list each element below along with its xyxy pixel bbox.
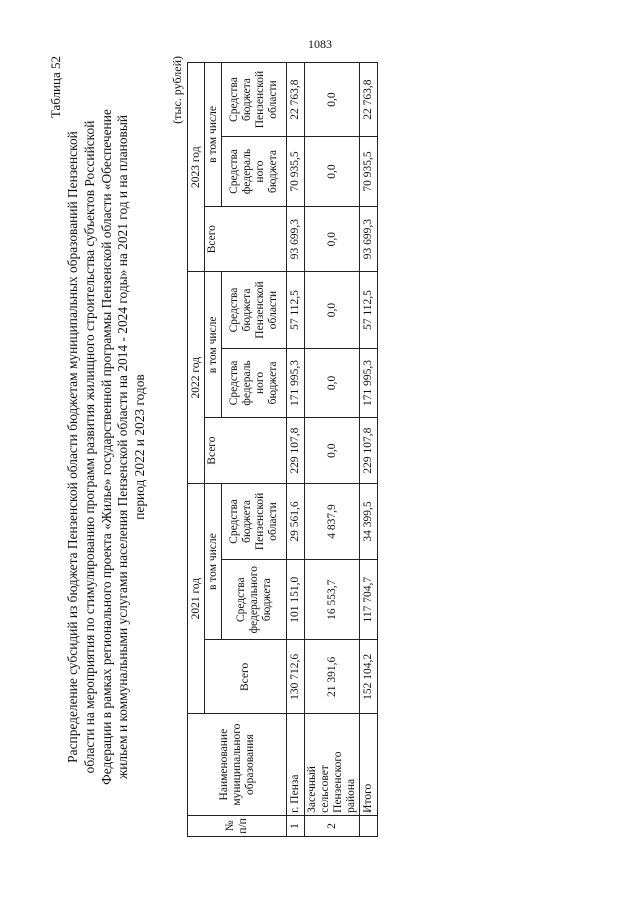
header-federal-2022: Средства федераль ного бюджета (222, 348, 287, 418)
row-name: г. Пенза (287, 714, 305, 815)
cell-2023-total: 93 699,3 (287, 206, 305, 272)
title-line: области на мероприятия по стимулированию программ развития жилищного строительства субъектов Российской (81, 120, 97, 774)
cell-2021-regional: 29 561,6 (287, 483, 305, 559)
header-year-2022: 2022 год (188, 272, 205, 483)
cell-2022-regional: 57 112,5 (287, 272, 305, 348)
units-note: (тыс. рублей) (170, 56, 184, 124)
page-number: 1083 (308, 37, 332, 51)
header-regional-2021: Средства бюджета Пензенской области (222, 483, 287, 559)
cell-2023-regional: 22 763,8 (360, 63, 378, 137)
header-regional-2022: Средства бюджета Пензенской области (222, 272, 287, 348)
cell-2021-federal: 101 151,0 (287, 560, 305, 640)
cell-2022-regional: 0,0 (305, 272, 360, 348)
header-year-2023: 2023 год (188, 63, 205, 272)
cell-2022-regional: 57 112,5 (360, 272, 378, 348)
table-label: Таблица 52 (48, 56, 63, 119)
cell-2023-federal: 70 935,5 (287, 137, 305, 207)
row-number: 1 (287, 815, 305, 836)
table-title (65, 52, 149, 842)
cell-2023-total: 0,0 (305, 206, 360, 272)
cell-2022-total: 0,0 (305, 418, 360, 484)
cell-2023-regional: 22 763,8 (287, 63, 305, 137)
cell-2021-regional: 34 399,5 (360, 483, 378, 559)
header-federal-2021: Средства федерального бюджета (222, 560, 287, 640)
header-total-2022: Всего (205, 418, 287, 484)
cell-2023-federal: 70 935,5 (360, 137, 378, 207)
row-name: Засечный сельсовет Пензенского района (305, 714, 360, 815)
row-number: 2 (305, 815, 360, 836)
header-including-2023: в том числе (205, 63, 222, 207)
cell-2021-total: 152 104,2 (360, 640, 378, 714)
cell-2022-federal: 171 995,3 (360, 348, 378, 418)
header-including-2022: в том числе (205, 272, 222, 418)
cell-2022-total: 229 107,8 (287, 418, 305, 484)
title-line: Федерации в рамках регионального проекта «Жилье» государственной программы Пензенской области «Обеспечение (98, 109, 114, 785)
header-federal-2023: Средства федераль ного бюджета (222, 137, 287, 207)
header-num: № п/п (188, 815, 287, 836)
cell-2023-total: 93 699,3 (360, 206, 378, 272)
cell-2023-federal: 0,0 (305, 137, 360, 207)
table-row (305, 63, 360, 837)
cell-2021-federal: 16 553,7 (305, 560, 360, 640)
row-number (360, 815, 378, 836)
table-row (287, 63, 305, 837)
cell-2022-federal: 0,0 (305, 348, 360, 418)
cell-2023-regional: 0,0 (305, 63, 360, 137)
header-regional-2023: Средства бюджета Пензенской области (222, 63, 287, 137)
cell-2021-regional: 4 837,9 (305, 483, 360, 559)
title-line: Распределение субсидий из бюджета Пензенской области бюджетам муниципальных образований Пензенской (65, 131, 80, 763)
table-row-total (360, 63, 378, 837)
cell-2021-federal: 117 704,7 (360, 560, 378, 640)
row-name: Итого (360, 714, 378, 815)
cell-2021-total: 21 391,6 (305, 640, 360, 714)
subsidy-table (187, 62, 378, 837)
title-line: период 2022 и 2023 годов (132, 374, 148, 520)
header-total-2021: Всего (205, 640, 287, 714)
cell-2022-federal: 171 995,3 (287, 348, 305, 418)
header-name: Наименование муниципального образования (188, 714, 287, 815)
rotated-page-content (40, 52, 374, 842)
header-total-2023: Всего (205, 206, 287, 272)
cell-2021-total: 130 712,6 (287, 640, 305, 714)
cell-2022-total: 229 107,8 (360, 418, 378, 484)
header-year-2021: 2021 год (188, 483, 205, 713)
title-line: жильем и коммунальными услугами населения Пензенской области на 2014 - 2024 годы» на 2021 год и на плановый (115, 114, 131, 780)
header-including-2021: в том числе (205, 483, 222, 639)
